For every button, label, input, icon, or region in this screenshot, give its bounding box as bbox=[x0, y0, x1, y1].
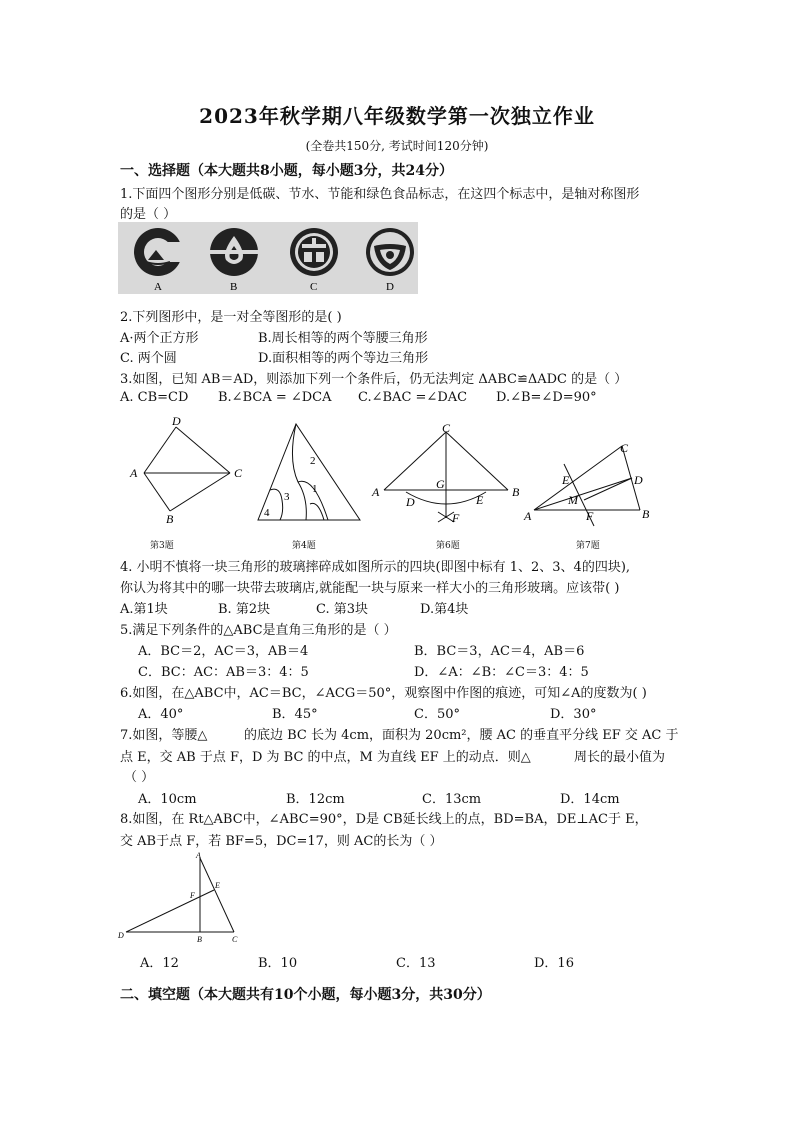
q5-stem: 5.满足下列条件的△ABC是直角三角形的是（ ） bbox=[120, 623, 397, 638]
fig8-label-c: C bbox=[232, 935, 238, 944]
fig7-label-c: C bbox=[620, 441, 629, 455]
q8-option-a: A．12 bbox=[140, 956, 179, 971]
caption-fig4: 第4题 bbox=[292, 541, 316, 551]
q8-option-d: D．16 bbox=[534, 956, 574, 971]
q6-option-c: C．50° bbox=[414, 707, 460, 722]
q1-stem-line1: 1.下面四个图形分别是低碳、节水、节能和绿色食品标志，在这四个标志中，是轴对称图形 bbox=[120, 187, 640, 202]
logo-c-icon bbox=[290, 228, 338, 276]
q7-stem-line1b: 的底边 BC 长为 4cm，面积为 20cm²，腰 AC 的垂直平分线 EF 交 AC 于 bbox=[244, 728, 679, 743]
exam-info: (全卷共150分, 考试时间120分钟) bbox=[305, 139, 489, 153]
q4-option-a: A.第1块 bbox=[120, 602, 168, 617]
q2-option-d: D.面积相等的两个等边三角形 bbox=[258, 351, 429, 366]
fig3-label-a: A bbox=[130, 466, 138, 480]
q8-option-c: C．13 bbox=[396, 956, 436, 971]
fig6-label-f: F bbox=[452, 511, 460, 525]
fig7-label-a: A bbox=[524, 509, 532, 523]
figure-q8 bbox=[118, 852, 248, 944]
fig6-label-d: D bbox=[406, 495, 415, 509]
section-1-heading: 一、选择题（本大题共8小题，每小题3分，共24分） bbox=[120, 163, 453, 179]
q4-option-b: B. 第2块 bbox=[218, 602, 271, 617]
q3-option-c: C.∠BAC =∠DAC bbox=[358, 390, 468, 405]
q2-option-a: A·两个正方形 bbox=[120, 331, 199, 346]
q8-option-b: B．10 bbox=[258, 956, 298, 971]
fig7-label-b: B bbox=[642, 507, 650, 521]
fig3-label-d: D bbox=[172, 414, 181, 428]
q6-option-a: A．40° bbox=[138, 707, 184, 722]
figure-q6 bbox=[372, 420, 528, 526]
q3-stem: 3.如图，已知 AB＝AD，则添加下列一个条件后，仍无法判定 ΔABC≌ΔADC 的是（ ） bbox=[120, 372, 628, 387]
logo-label-b: B bbox=[230, 281, 238, 293]
q4-stem-line1: 4. 小明不慎将一块三角形的玻璃摔碎成如图所示的四块(即图中标有 1、2、3、4的四块), bbox=[120, 560, 631, 575]
q7-stem-line2b: 周长的最小值为 bbox=[574, 750, 666, 765]
q8-stem-line1: 8.如图，在 Rt△ABC中，∠ABC=90°，D是 CB延长线上的点，BD=BA，DE⊥AC于 E， bbox=[120, 812, 648, 827]
fig6-label-a: A bbox=[372, 485, 380, 499]
fig8-label-b: B bbox=[197, 935, 202, 944]
q6-stem: 6.如图，在△ABC中，AC＝BC，∠ACG＝50°，观察图中作图的痕迹，可知∠A的度数为( ) bbox=[120, 686, 647, 701]
fig7-label-m: M bbox=[568, 493, 578, 507]
q2-option-c: C. 两个圆 bbox=[120, 351, 177, 366]
fig6-label-b: B bbox=[512, 485, 520, 499]
logo-d-icon bbox=[366, 228, 414, 276]
q5-option-b: B．BC＝3，AC＝4，AB＝6 bbox=[414, 644, 585, 659]
figure-q4 bbox=[254, 420, 366, 524]
fig6-label-e: E bbox=[476, 493, 484, 507]
caption-fig3: 第3题 bbox=[150, 541, 174, 551]
q8-stem-line2: 交 AB于点 F，若 BF=5，DC=17，则 AC的长为（ ） bbox=[120, 834, 443, 849]
q3-option-d: D.∠B=∠D=90° bbox=[496, 390, 597, 405]
logo-b-icon bbox=[210, 228, 258, 276]
caption-fig7: 第7题 bbox=[576, 541, 600, 551]
q5-option-d: D．∠A：∠B：∠C＝3：4：5 bbox=[414, 665, 589, 680]
q6-option-d: D．30° bbox=[550, 707, 597, 722]
q7-option-a: A．10cm bbox=[138, 792, 197, 807]
fig6-label-g: G bbox=[436, 477, 445, 491]
fig4-label-3: 3 bbox=[284, 491, 290, 503]
q1-logo-figure bbox=[118, 222, 418, 294]
q7-option-b: B．12cm bbox=[286, 792, 345, 807]
q7-option-c: C．13cm bbox=[422, 792, 482, 807]
q6-option-b: B．45° bbox=[272, 707, 318, 722]
fig3-label-b: B bbox=[166, 512, 174, 526]
q2-option-b: B.周长相等的两个等腰三角形 bbox=[258, 331, 428, 346]
fig7-label-e: E bbox=[562, 473, 570, 487]
q4-stem-line2: 你认为将其中的哪一块带去玻璃店,就能配一块与原来一样大小的三角形玻璃。应该带( ) bbox=[120, 581, 620, 596]
figure-q7 bbox=[524, 440, 656, 528]
fig8-label-f: F bbox=[190, 891, 195, 900]
q7-stem-line3: （ ） bbox=[124, 770, 155, 785]
fig7-label-f: F bbox=[586, 509, 594, 523]
fig8-label-a: A bbox=[196, 851, 201, 860]
logo-label-a: A bbox=[154, 281, 162, 293]
fig4-label-2: 2 bbox=[310, 455, 316, 467]
q5-option-c: C．BC：AC：AB＝3：4：5 bbox=[138, 665, 309, 680]
q7-stem-line1a: 7.如图，等腰△ bbox=[120, 728, 208, 743]
figure-q3 bbox=[124, 415, 254, 527]
fig6-label-c: C bbox=[442, 421, 451, 435]
q1-stem-line2: 的是（ ） bbox=[120, 207, 177, 222]
fig8-label-d: D bbox=[118, 931, 124, 940]
logo-label-d: D bbox=[386, 281, 394, 293]
fig3-label-c: C bbox=[234, 466, 243, 480]
section-2-heading: 二、填空题（本大题共有10个小题，每小题3分，共30分） bbox=[120, 987, 491, 1003]
fig8-label-e: E bbox=[215, 881, 220, 890]
fig4-label-1: 1 bbox=[312, 483, 318, 495]
q4-option-c: C. 第3块 bbox=[316, 602, 369, 617]
q3-option-a: A. CB=CD bbox=[120, 390, 189, 405]
caption-fig6: 第6题 bbox=[436, 541, 460, 551]
q7-option-d: D．14cm bbox=[560, 792, 620, 807]
q7-stem-line2a: 点 E，交 AB 于点 F，D 为 BC 的中点，M 为直线 EF 上的动点．则△ bbox=[120, 750, 531, 765]
page-title: 2023年秋学期八年级数学第一次独立作业 bbox=[199, 104, 595, 128]
fig4-label-4: 4 bbox=[264, 507, 270, 519]
logo-label-c: C bbox=[310, 281, 318, 293]
q5-option-a: A．BC＝2，AC＝3，AB＝4 bbox=[138, 644, 309, 659]
q2-stem: 2.下列图形中，是一对全等图形的是( ) bbox=[120, 310, 342, 325]
q3-option-b: B.∠BCA = ∠DCA bbox=[218, 390, 332, 405]
fig7-label-d: D bbox=[634, 473, 643, 487]
q4-option-d: D.第4块 bbox=[420, 602, 469, 617]
